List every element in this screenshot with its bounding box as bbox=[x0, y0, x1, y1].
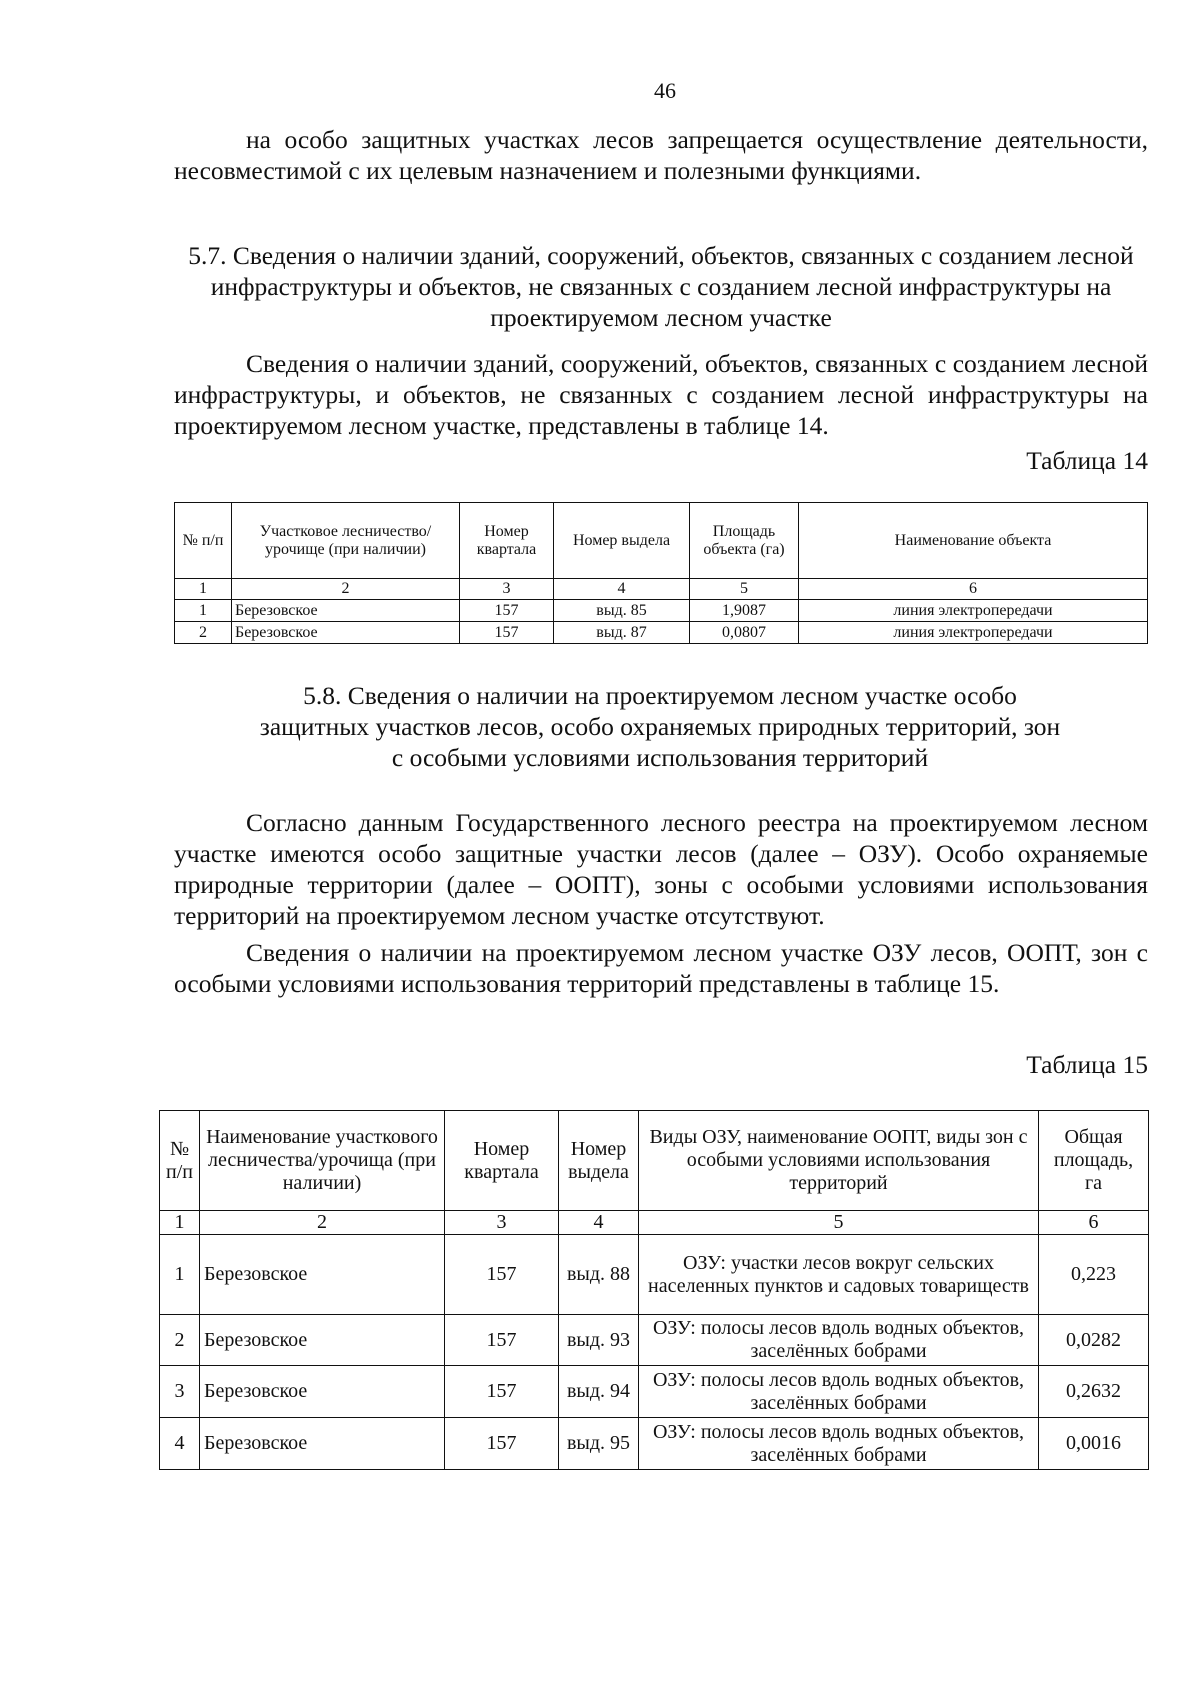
section-5-8-text-2: Сведения о наличии на проектируемом лесном участке ОЗУ лесов, ООПТ, зон с особыми условиями использования территорий представлены в таблице 15. bbox=[174, 938, 1148, 998]
forestry-cell: Березовское bbox=[200, 1418, 445, 1470]
quarter-cell: 157 bbox=[460, 600, 554, 622]
numbering-cell: 3 bbox=[445, 1211, 559, 1235]
row-number-cell: 3 bbox=[160, 1366, 200, 1418]
section-5-7-heading: 5.7. Сведения о наличии зданий, сооружений, объектов, связанных с созданием лесной инфраструктуры и объектов, не связанных с созданием лесной инфраструктуры на проектируемом лесном участке bbox=[188, 241, 1134, 332]
table-row bbox=[175, 600, 1148, 622]
numbering-cell: 6 bbox=[1039, 1211, 1149, 1235]
allotment-cell: выд. 88 bbox=[559, 1235, 639, 1315]
section-5-8-paragraph-1 bbox=[174, 807, 1148, 931]
numbering-cell: 3 bbox=[460, 579, 554, 600]
area-cell: 0,0807 bbox=[690, 622, 799, 644]
header-cell: Номер квартала bbox=[445, 1111, 559, 1211]
numbering-cell: 5 bbox=[639, 1211, 1039, 1235]
header-cell: Виды ОЗУ, наименование ООПТ, виды зон с особыми условиями использования территорий bbox=[639, 1111, 1039, 1211]
quarter-cell: 157 bbox=[460, 622, 554, 644]
total-area-cell: 0,0016 bbox=[1039, 1418, 1149, 1470]
numbering-cell: 2 bbox=[200, 1211, 445, 1235]
header-cell: Наименование объекта bbox=[799, 503, 1148, 579]
forestry-cell: Березовское bbox=[200, 1315, 445, 1366]
forestry-cell: Березовское bbox=[232, 622, 460, 644]
header-cell: Номер выдела bbox=[554, 503, 690, 579]
total-area-cell: 0,0282 bbox=[1039, 1315, 1149, 1366]
row-number-cell: 4 bbox=[160, 1418, 200, 1470]
total-area-cell: 0,223 bbox=[1039, 1235, 1149, 1315]
forestry-cell: Березовское bbox=[200, 1235, 445, 1315]
table-row bbox=[160, 1366, 1149, 1418]
table-header-row bbox=[160, 1111, 1149, 1211]
forestry-cell: Березовское bbox=[232, 600, 460, 622]
numbering-cell: 1 bbox=[175, 579, 232, 600]
numbering-cell: 4 bbox=[559, 1211, 639, 1235]
quarter-cell: 157 bbox=[445, 1418, 559, 1470]
area-cell: 1,9087 bbox=[690, 600, 799, 622]
table-14 bbox=[174, 502, 1148, 644]
header-cell: № п/п bbox=[175, 503, 232, 579]
quarter-cell: 157 bbox=[445, 1366, 559, 1418]
header-cell: Номер квартала bbox=[460, 503, 554, 579]
section-5-7-paragraph bbox=[174, 348, 1148, 441]
row-number-cell: 1 bbox=[175, 600, 232, 622]
allotment-cell: выд. 95 bbox=[559, 1418, 639, 1470]
object-name-cell: линия электропередачи bbox=[799, 600, 1148, 622]
table-row bbox=[160, 1315, 1149, 1366]
row-number-cell: 1 bbox=[160, 1235, 200, 1315]
ozu-type-cell: ОЗУ: участки лесов вокруг сельских населенных пунктов и садовых товариществ bbox=[639, 1235, 1039, 1315]
object-name-cell: линия электропередачи bbox=[799, 622, 1148, 644]
ozu-type-cell: ОЗУ: полосы лесов вдоль водных объектов, заселённых бобрами bbox=[639, 1418, 1039, 1470]
allotment-cell: выд. 87 bbox=[554, 622, 690, 644]
numbering-cell: 1 bbox=[160, 1211, 200, 1235]
allotment-cell: выд. 94 bbox=[559, 1366, 639, 1418]
header-cell: Номер выдела bbox=[559, 1111, 639, 1211]
forestry-cell: Березовское bbox=[200, 1366, 445, 1418]
ozu-type-cell: ОЗУ: полосы лесов вдоль водных объектов, заселённых бобрами bbox=[639, 1366, 1039, 1418]
table-14-caption: Таблица 14 bbox=[1026, 446, 1148, 475]
allotment-cell: выд. 85 bbox=[554, 600, 690, 622]
table-row bbox=[175, 622, 1148, 644]
quarter-cell: 157 bbox=[445, 1315, 559, 1366]
section-5-7-text: Сведения о наличии зданий, сооружений, объектов, связанных с созданием лесной инфраструктуры, и объектов, не связанных с созданием лесной инфраструктуры на проектируемом лесном участке, представлены в таблице 14. bbox=[174, 349, 1148, 440]
allotment-cell: выд. 93 bbox=[559, 1315, 639, 1366]
table-15 bbox=[159, 1110, 1149, 1470]
intro-paragraph bbox=[174, 124, 1148, 186]
ozu-type-cell: ОЗУ: полосы лесов вдоль водных объектов, заселённых бобрами bbox=[639, 1315, 1039, 1366]
table-numbering-row bbox=[160, 1211, 1149, 1235]
table-row bbox=[160, 1418, 1149, 1470]
table-header-row bbox=[175, 503, 1148, 579]
row-number-cell: 2 bbox=[160, 1315, 200, 1366]
section-5-8-heading: 5.8. Сведения о наличии на проектируемом лесном участке особо защитных участков лесов, особо охраняемых природных территорий, зон с особыми условиями использования территорий bbox=[259, 681, 1061, 772]
page-number: 46 bbox=[654, 78, 676, 103]
numbering-cell: 2 bbox=[232, 579, 460, 600]
header-cell: Наименование участкового лесничества/урочища (при наличии) bbox=[200, 1111, 445, 1211]
numbering-cell: 4 bbox=[554, 579, 690, 600]
section-5-8-text-1: Согласно данным Государственного лесного реестра на проектируемом лесном участке имеются особо защитные участки лесов (далее – ОЗУ). Особо охраняемые природные территории (далее – ООПТ), зоны с особыми условиями использования территорий на проектируемом лесном участке отсутствуют. bbox=[174, 808, 1148, 930]
row-number-cell: 2 bbox=[175, 622, 232, 644]
numbering-cell: 6 bbox=[799, 579, 1148, 600]
numbering-cell: 5 bbox=[690, 579, 799, 600]
section-5-8-paragraph-2 bbox=[174, 937, 1148, 999]
table-15-caption: Таблица 15 bbox=[1026, 1050, 1148, 1079]
header-cell: Общая площадь, га bbox=[1039, 1111, 1149, 1211]
header-cell: Участковое лесничество/урочище (при наличии) bbox=[232, 503, 460, 579]
quarter-cell: 157 bbox=[445, 1235, 559, 1315]
header-cell: Площадь объекта (га) bbox=[690, 503, 799, 579]
table-row bbox=[160, 1235, 1149, 1315]
table-numbering-row bbox=[175, 579, 1148, 600]
header-cell: № п/п bbox=[160, 1111, 200, 1211]
intro-text: на особо защитных участках лесов запрещается осуществление деятельности, несовместимой с их целевым назначением и полезными функциями. bbox=[174, 125, 1148, 185]
total-area-cell: 0,2632 bbox=[1039, 1366, 1149, 1418]
